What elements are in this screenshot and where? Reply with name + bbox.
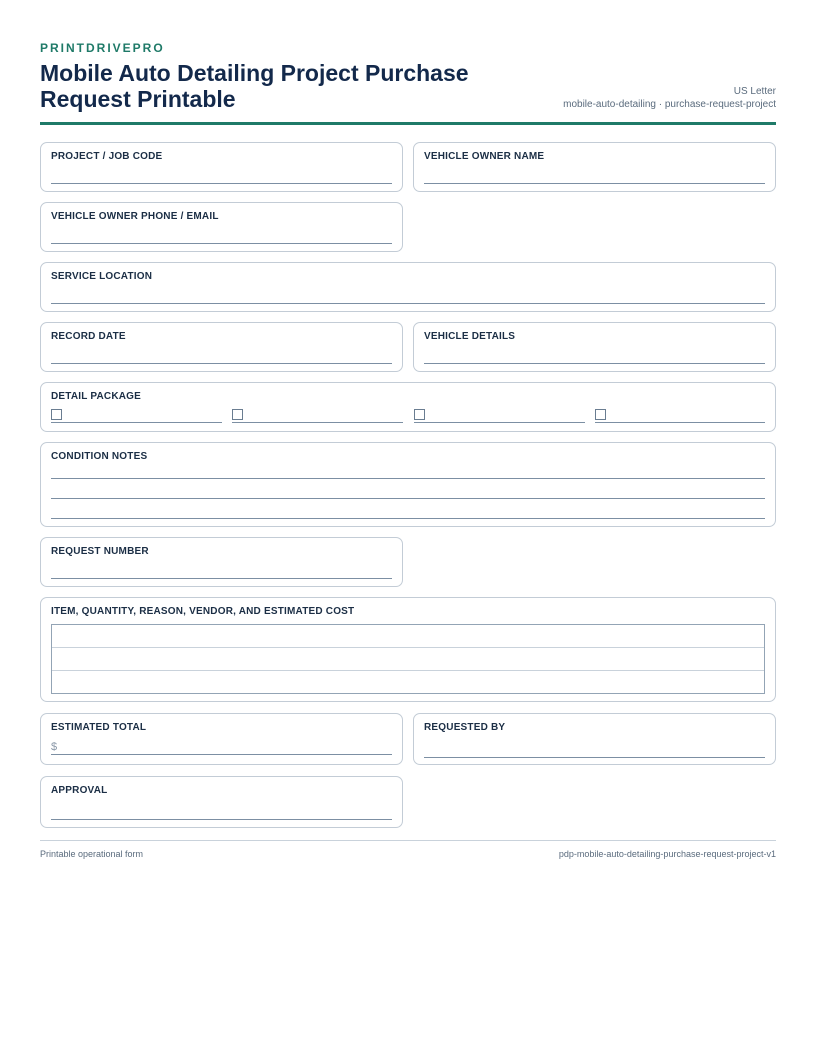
record-date-label: RECORD DATE [51, 331, 126, 342]
page-title: Mobile Auto Detailing Project Purchase Request Printable [40, 60, 469, 112]
footer-note: Printable operational form [40, 849, 144, 859]
items-field [40, 597, 776, 702]
condition-notes-line-2[interactable] [51, 498, 765, 499]
requested-by-label: REQUESTED BY [424, 722, 506, 733]
request-number-label: REQUEST NUMBER [51, 546, 149, 557]
vehicle-details-input[interactable] [424, 363, 765, 364]
owner-name-label: VEHICLE OWNER NAME [424, 151, 545, 162]
condition-notes-line-3[interactable] [51, 518, 765, 519]
option-line [232, 422, 403, 423]
estimated-total-input[interactable] [51, 754, 392, 755]
service-location-label: SERVICE LOCATION [51, 271, 153, 282]
footer-divider [40, 840, 776, 841]
record-date-input[interactable] [51, 363, 392, 364]
option-line [595, 422, 765, 423]
condition-notes-line-1[interactable] [51, 478, 765, 479]
approval-input[interactable] [51, 819, 392, 820]
header-divider [40, 122, 776, 125]
form-id: pdp-mobile-auto-detailing-purchase-request-project-v1 [558, 849, 776, 859]
checkbox[interactable] [51, 409, 62, 420]
estimated-total-field [40, 713, 403, 765]
requested-by-input[interactable] [424, 757, 765, 758]
currency-prefix: $ [51, 741, 58, 753]
brand-name: PRINTDRIVEPRO [40, 41, 165, 55]
estimated-total-label: ESTIMATED TOTAL [51, 722, 147, 733]
vehicle-details-field [413, 322, 776, 372]
option-line [51, 422, 222, 423]
project-code-label: PROJECT / JOB CODE [51, 151, 163, 162]
detail-package-option-1[interactable] [51, 408, 222, 423]
condition-notes-label: CONDITION NOTES [51, 451, 148, 462]
checkbox[interactable] [595, 409, 606, 420]
project-code-input[interactable] [51, 183, 392, 184]
record-date-field [40, 322, 403, 372]
items-label: ITEM, QUANTITY, REASON, VENDOR, AND ESTIMATED COST [51, 606, 355, 617]
detail-package-option-4[interactable] [595, 408, 765, 423]
form-slug: mobile-auto-detailing · purchase-request-project [563, 99, 776, 110]
detail-package-option-2[interactable] [232, 408, 403, 423]
detail-package-field [40, 382, 776, 432]
project-code-field [40, 142, 403, 192]
form-meta [563, 85, 776, 111]
service-location-field [40, 262, 776, 312]
table-row[interactable] [52, 625, 764, 648]
owner-contact-input[interactable] [51, 243, 392, 244]
owner-contact-label: VEHICLE OWNER PHONE / EMAIL [51, 211, 219, 222]
request-number-field [40, 537, 403, 587]
owner-contact-field [40, 202, 403, 252]
table-row[interactable] [52, 648, 764, 671]
option-line [414, 422, 585, 423]
approval-field [40, 776, 403, 828]
request-number-input[interactable] [51, 578, 392, 579]
approval-label: APPROVAL [51, 785, 108, 796]
owner-name-field [413, 142, 776, 192]
owner-name-input[interactable] [424, 183, 765, 184]
vehicle-details-label: VEHICLE DETAILS [424, 331, 516, 342]
detail-package-label: DETAIL PACKAGE [51, 391, 142, 402]
checkbox[interactable] [414, 409, 425, 420]
service-location-input[interactable] [51, 303, 765, 304]
items-table [51, 624, 765, 694]
requested-by-field [413, 713, 776, 765]
paper-size: US Letter [733, 86, 776, 97]
checkbox[interactable] [232, 409, 243, 420]
detail-package-option-3[interactable] [414, 408, 585, 423]
table-row[interactable] [52, 671, 764, 694]
condition-notes-field [40, 442, 776, 527]
